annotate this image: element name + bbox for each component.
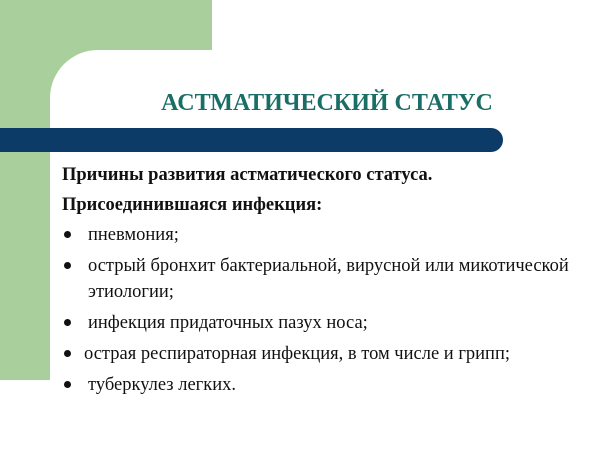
infection-list [62, 222, 592, 398]
list-item-text: туберкулез легких. [88, 375, 237, 395]
bullet-icon [64, 262, 71, 269]
list-item [62, 222, 592, 248]
list-item-text: пневмония; [88, 225, 179, 245]
slide-content [62, 162, 592, 403]
list-item [62, 310, 592, 336]
infection-heading: Присоединившаяся инфекция: [62, 195, 323, 215]
list-item [62, 372, 592, 398]
bullet-icon [64, 350, 71, 357]
list-item [62, 341, 592, 367]
list-item-text: инфекция придаточных пазух носа; [88, 313, 368, 333]
slide-title: АСТМАТИЧЕСКИЙ СТАТУС [161, 90, 493, 116]
list-item [62, 253, 592, 305]
list-item-text: острый бронхит бактериальной, вирусной или микотической этиологии; [88, 256, 569, 302]
bullet-icon [64, 381, 71, 388]
causes-heading: Причины развития астматического статуса. [62, 165, 433, 185]
bullet-icon [64, 231, 71, 238]
title-underline-bar [0, 128, 503, 152]
list-item-text: острая респираторная инфекция, в том числе и грипп; [84, 344, 510, 364]
bullet-icon [64, 319, 71, 326]
